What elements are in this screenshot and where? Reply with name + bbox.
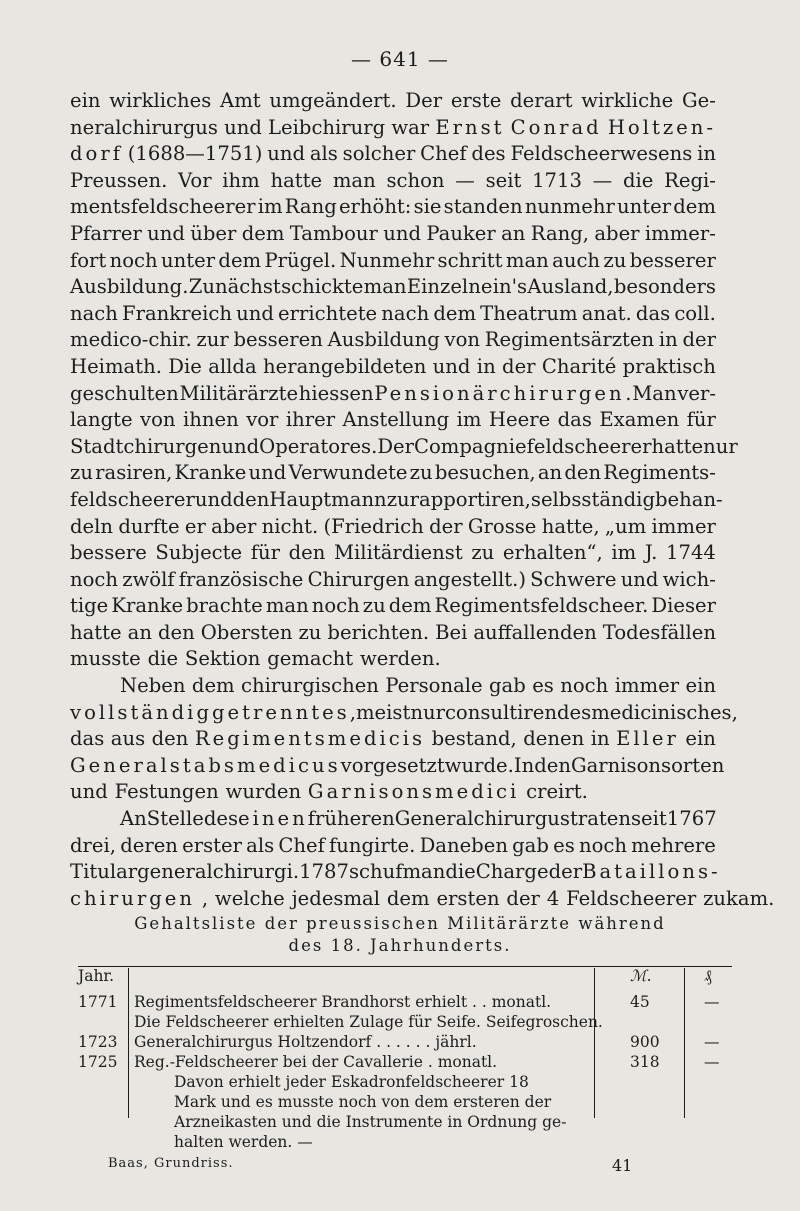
table-divider-year xyxy=(128,968,129,1118)
text-line: hatte an den Obersten zu berichten. Bei auffallenden Todesfällen xyxy=(70,620,716,644)
text-line: vollständig getrenntes , meist nur consultirendes medicinisches, xyxy=(70,700,738,724)
table-header-year: Jahr. xyxy=(78,967,115,985)
text-line: dorf (1688—1751) und als solcher Chef des Feldscheerwesens in xyxy=(70,142,716,166)
text-line: bessere Subjecte für den Militärdienst zu erhalten“, im J. 1744 xyxy=(70,541,716,565)
table-cell-text: Mark und es musste noch von dem ersteren der xyxy=(174,1093,552,1111)
table-caption-line-1: Gehaltsliste der preussischen Militärärzte während xyxy=(134,914,666,933)
table-cell-mark: 318 xyxy=(630,1053,660,1071)
text-line: geschulten Militärärzte hiessen Pensionärchirurgen . Man ver- xyxy=(70,381,716,405)
text-line: Generalstabsmedicus vorgesetzt wurde. In den Garnisonsorten xyxy=(70,753,725,777)
text-line: Preussen. Vor ihm hatte man schon — seit 1713 — die Regi- xyxy=(70,168,716,192)
table-cell-text: Regimentsfeldscheerer Brandhorst erhielt . . monatl. xyxy=(134,993,552,1011)
text-line: und Festungen wurden Garnisonsmedici creirt. xyxy=(70,780,588,804)
text-line: noch zwölf französische Chirurgen angestellt.) Schwere und wich- xyxy=(70,567,716,591)
body-text xyxy=(70,88,775,912)
text-line: neralchirurgus und Leibchirurg war Ernst Conrad Holtzen- xyxy=(70,115,716,139)
text-line: langte von ihnen vor ihrer Anstellung im Heere das Examen für xyxy=(70,408,716,432)
table-cell-mark: 45 xyxy=(630,993,650,1011)
table-cell-pf: — xyxy=(704,993,720,1011)
text-line: medico-chir. zur besseren Ausbildung von Regimentsärzten in der xyxy=(70,328,716,352)
text-line: drei, deren erster als Chef fungirte. Daneben gab es noch mehrere xyxy=(70,833,716,857)
text-line: Pfarrer und über dem Tambour und Pauker an Rang, aber immer- xyxy=(70,221,716,245)
text-line: ein wirkliches Amt umgeändert. Der erste derart wirkliche Ge- xyxy=(70,89,716,112)
text-line: feldscheerer und den Hauptmann zu rapportiren, selbsständig behan- xyxy=(70,487,723,511)
table-cell-pf: — xyxy=(704,1053,720,1071)
text-line: tige Kranke brachte man noch zu dem Regimentsfeldscheer. Dieser xyxy=(70,594,716,618)
text-line: Titulargeneralchirurgi. 1787 schuf man die Charge der Bataillons- xyxy=(70,860,721,884)
text-line: Neben dem chirurgischen Personale gab es noch immer ein xyxy=(120,674,716,698)
table-cell-text: halten werden. — xyxy=(174,1133,313,1151)
text-line: Heimath. Die allda herangebildeten und in der Charité praktisch xyxy=(70,354,716,378)
page-number: — 641 — xyxy=(351,47,449,71)
table-header-pf: ₰ xyxy=(704,967,712,985)
text-line: Stadtchirurgen und Operatores. Der Compagniefeldscheerer hatte nur xyxy=(70,434,738,458)
text-line: mentsfeldscheerer im Rang erhöht: sie standen nunmehr unter dem xyxy=(70,195,716,219)
table-cell-text: Davon erhielt jeder Eskadronfeldscheerer 18 xyxy=(174,1073,529,1091)
table-header-mark: ℳ. xyxy=(630,967,652,985)
text-line: deln durfte er aber nicht. (Friedrich der Grosse hatte, „um immer xyxy=(70,514,716,538)
footer-source: Baas, Grundriss. xyxy=(108,1156,234,1171)
table-cell-text: Generalchirurgus Holtzendorf . . . . . . jährl. xyxy=(134,1033,477,1051)
footer-signature: 41 xyxy=(612,1156,633,1175)
table-cell-text: Arzneikasten und die Instrumente in Ordnung ge- xyxy=(174,1113,567,1131)
text-line: zu rasiren, Kranke und Verwundete zu besuchen, an den Regiments- xyxy=(70,461,716,485)
table-cell-year: 1723 xyxy=(78,1033,118,1051)
table-cell-text: Die Feldscheerer erhielten Zulage für Seife. Seifegroschen. xyxy=(134,1013,603,1031)
table-cell-mark: 900 xyxy=(630,1033,660,1051)
table-cell-pf: — xyxy=(704,1033,720,1051)
text-line: musste die Sektion gemacht werden. xyxy=(70,647,441,671)
text-line: fort noch unter dem Prügel. Nunmehr schritt man auch zu besserer xyxy=(70,248,716,272)
table-caption-line-2: des 18. Jahrhunderts. xyxy=(288,936,512,955)
text-line: chirurgen , welche jedesmal dem ersten der 4 Feldscheerer zukam. xyxy=(70,886,775,910)
text-line: nach Frankreich und errichtete nach dem Theatrum anat. das coll. xyxy=(70,301,716,325)
table-cell-year: 1771 xyxy=(78,993,118,1011)
salary-table xyxy=(78,962,732,1152)
table-cell-year: 1725 xyxy=(78,1053,118,1071)
table-cell-text: Reg.-Feldscheerer bei der Cavallerie . monatl. xyxy=(134,1053,498,1071)
text-line: An Stelle des einen früheren Generalchirurgus traten seit 1767 xyxy=(120,807,717,831)
table-divider-mark xyxy=(684,968,685,1118)
table-divider-text xyxy=(594,968,595,1118)
text-line: Ausbildung. Zunächst schickte man Einzelne in's Ausland, besonders xyxy=(70,275,716,299)
text-line: das aus den Regimentsmedicis bestand, denen in Eller ein xyxy=(70,727,716,751)
